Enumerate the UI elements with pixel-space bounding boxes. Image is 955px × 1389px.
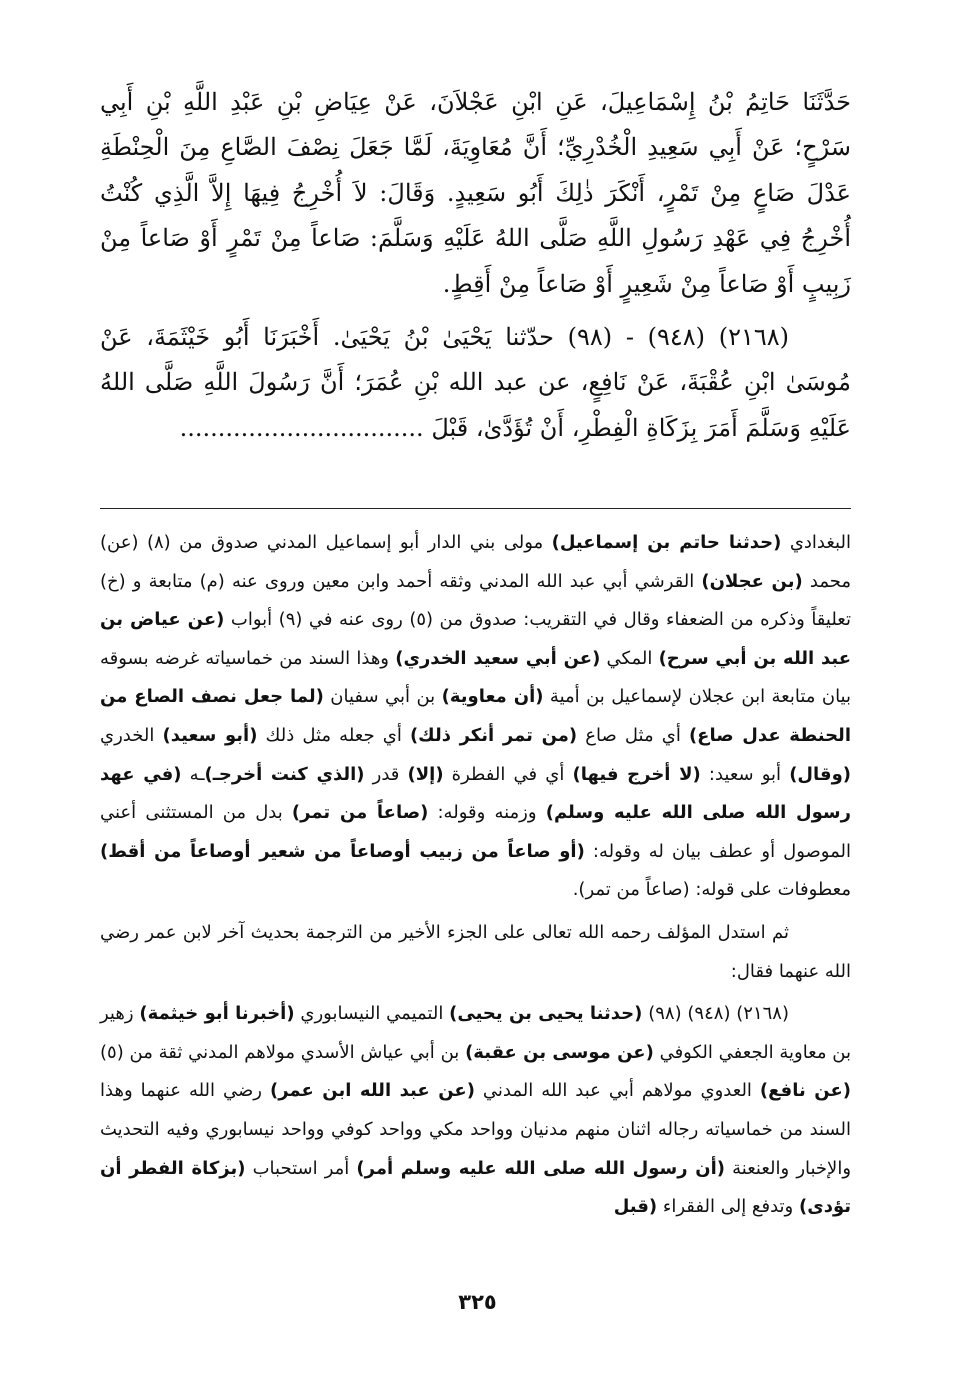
bold-quote-segment: (في عهد رسول الله صلى الله عليه وسلم) xyxy=(100,763,851,824)
page-number: ٣٢٥ xyxy=(458,1290,497,1314)
text-segment: أي في الفطرة xyxy=(443,763,573,785)
text-segment: بدل من المستثنى أعني الموصول أو عطف بيان له وقوله: xyxy=(100,802,851,862)
bold-quote-segment: (بزكاة الفطر أن تؤدى) xyxy=(100,1157,851,1218)
bold-quote-segment: (أن رسول الله صلى الله عليه وسلم أمر) xyxy=(356,1157,726,1179)
bold-quote-segment: (قبل xyxy=(613,1196,658,1218)
bold-quote-segment: (لما جعل نصف الصاع من الحنطة عدل صاع) xyxy=(100,686,851,746)
text-segment: معطوفات على قوله: (صاعاً من تمر). xyxy=(572,879,851,901)
hadith-paragraph-1: حَدَّثَنَا حَاتِمُ بْنُ إِسْمَاعِيلَ، عَنِ ابْنِ عَجْلاَنَ، عَنْ عِيَاضِ بْنِ عَبْدِ اللَّهِ بْنِ أَبِي سَرْحٍ؛ عَنْ أَبِي سَعِيدِ الْخُدْرِيِّ؛ أَنَّ مُعَاوِيَةَ، لَمَّا جَعَلَ نِصْفَ الصَّاعِ مِنَ الْحِنْطَةِ عَدْلَ صَاعٍ مِنْ تَمْرٍ، أَنْكَرَ ذٰلِكَ أَبُو سَعِيدٍ. وَقَالَ: لاَ أُخْرِجُ فِيهَا إِلاَّ الَّذِي كُنْتُ أُخْرِجُ فِي عَهْدِ رَسُولِ اللَّهِ صَلَّى اللهُ عَلَيْهِ وَسَلَّمَ: صَاعاً مِنْ تَمْرٍ أَوْ صَاعاً مِنْ زَبِيبٍ أَوْ صَاعاً مِنْ شَعِيرٍ أَوْ صَاعاً مِنْ أَقِطٍ. xyxy=(100,88,851,298)
bold-quote-segment: (عن عياض بن عبد الله بن أبي سرح) xyxy=(100,609,852,669)
bold-quote-segment: (بن عجلان) xyxy=(701,570,803,592)
commentary xyxy=(100,524,851,1227)
bold-quote-segment: (أن معاوية) xyxy=(441,686,544,708)
text-segment: قدر xyxy=(364,763,408,785)
bold-quote-segment: (وقال) xyxy=(789,763,851,785)
text-segment: أبو سعيد: xyxy=(700,763,790,785)
text-segment: المكي xyxy=(600,647,659,669)
bold-quote-segment: (عن موسى بن عقبة) xyxy=(465,1041,654,1063)
bold-quote-segment: (أخبرنا أبو خيثمة) xyxy=(139,1003,295,1025)
text-segment: ثم استدل المؤلف رحمه الله تعالى على الجزء الأخير من الترجمة بحديث آخر لابن عمر رضي الله عنهما فقال: xyxy=(100,921,851,982)
bold-quote-segment: (صاعاً من تمر) xyxy=(291,802,429,824)
commentary-paragraph-3 xyxy=(100,995,851,1227)
text-segment: زهير بن معاوية الجعفي الكوفي xyxy=(100,1003,851,1063)
text-segment: أي جعله مثل ذلك xyxy=(257,724,410,746)
bold-quote-segment: (عن عبد الله ابن عمر) xyxy=(269,1080,475,1102)
bold-quote-segment: (لا أخرج فيها) xyxy=(572,763,701,785)
bold-quote-segment: (إلا) xyxy=(407,763,444,785)
text-segment: ـه xyxy=(181,763,205,785)
text-segment: الخدري xyxy=(100,724,163,746)
text-segment: رضي الله عنهما وهذا السند من خماسياته رجاله اثنان منهم مدنيان وواحد مكي وواحد كوفي وواحد نيسابوري وفيه التحديث والإخبار والعنعنة xyxy=(100,1080,852,1179)
commentary-paragraph-2 xyxy=(100,914,851,991)
bold-quote-segment: (عن نافع) xyxy=(759,1080,851,1102)
text-segment: بن أبي عياش الأسدي مولاهم المدني ثقة من (٥) xyxy=(100,1041,466,1063)
text-segment: (٢١٦٨) (٩٤٨) (٩٨) xyxy=(642,1003,789,1025)
text-segment: مولى بني الدار أبو إسماعيل المدني صدوق من (٨) (عن) محمد xyxy=(100,532,851,592)
hadith-paragraph-2 xyxy=(100,315,851,451)
text-segment: التميمي النيسابوري xyxy=(294,1003,450,1025)
text-segment: البغدادي xyxy=(781,532,851,553)
text-segment: أمر استحباب xyxy=(245,1157,357,1179)
bold-quote-segment: (حدثنا حاتم بن إسماعيل) xyxy=(551,532,782,553)
text-segment: بن أبي سفيان xyxy=(323,686,442,708)
bold-quote-segment: (أو صاعاً من زبيب أوصاعاً من شعير أوصاعاً من أقط) xyxy=(100,840,585,862)
hadith-text xyxy=(100,80,851,451)
separator-line xyxy=(100,508,851,509)
bold-quote-segment: (من تمر أنكر ذلك) xyxy=(409,724,578,746)
text-segment: أي مثل صاع xyxy=(577,724,689,746)
hadith-2-text: (٢١٦٨) (٩٤٨) - (٩٨) حدّثنا يَحْيَىٰ بْنُ يَحْيَىٰ. أَخْبَرَنَا أَبُو خَيْثَمَةَ، عَنْ مُوسَىٰ ابْنِ عُقْبَةَ، عَنْ نَافِعٍ، عن عبد الله بْنِ عُمَرَ؛ أَنَّ رَسُولَ اللَّهِ صَلَّى اللهُ عَلَيْهِ وَسَلَّمَ أَمَرَ بِزَكَاةِ الْفِطْرِ، أَنْ تُؤَدَّىٰ، قَبْلَ xyxy=(100,323,851,442)
continuation-dots: ................................ xyxy=(179,413,424,442)
bold-quote-segment: (حدثنا يحيى بن يحيى) xyxy=(449,1003,643,1025)
text-segment: وتدفع إلى الفقراء xyxy=(657,1196,799,1218)
text-segment: وزمنه وقوله: xyxy=(428,802,546,824)
text-segment: العدوي مولاهم أبي عبد الله المدني xyxy=(474,1080,760,1102)
bold-quote-segment: (الذي كنت أخرجـ) xyxy=(204,763,365,785)
text-segment: وهذا السند من خماسياته غرضه بسوقه بيان متابعة ابن عجلان لإسماعيل بن أمية xyxy=(100,647,852,708)
bold-quote-segment: (أبو سعيد) xyxy=(162,724,258,746)
bold-quote-segment: (عن أبي سعيد الخدري) xyxy=(395,647,601,669)
text-segment: القرشي أبي عبد الله المدني وثقه أحمد وابن معين وروى عنه (م) متابعة و (خ) تعليقاً وذكره من الضعفاء وقال في التقريب: صدوق من (٥) روى عنه في (٩) أبواب xyxy=(100,570,851,631)
commentary-paragraph-1 xyxy=(100,524,851,910)
